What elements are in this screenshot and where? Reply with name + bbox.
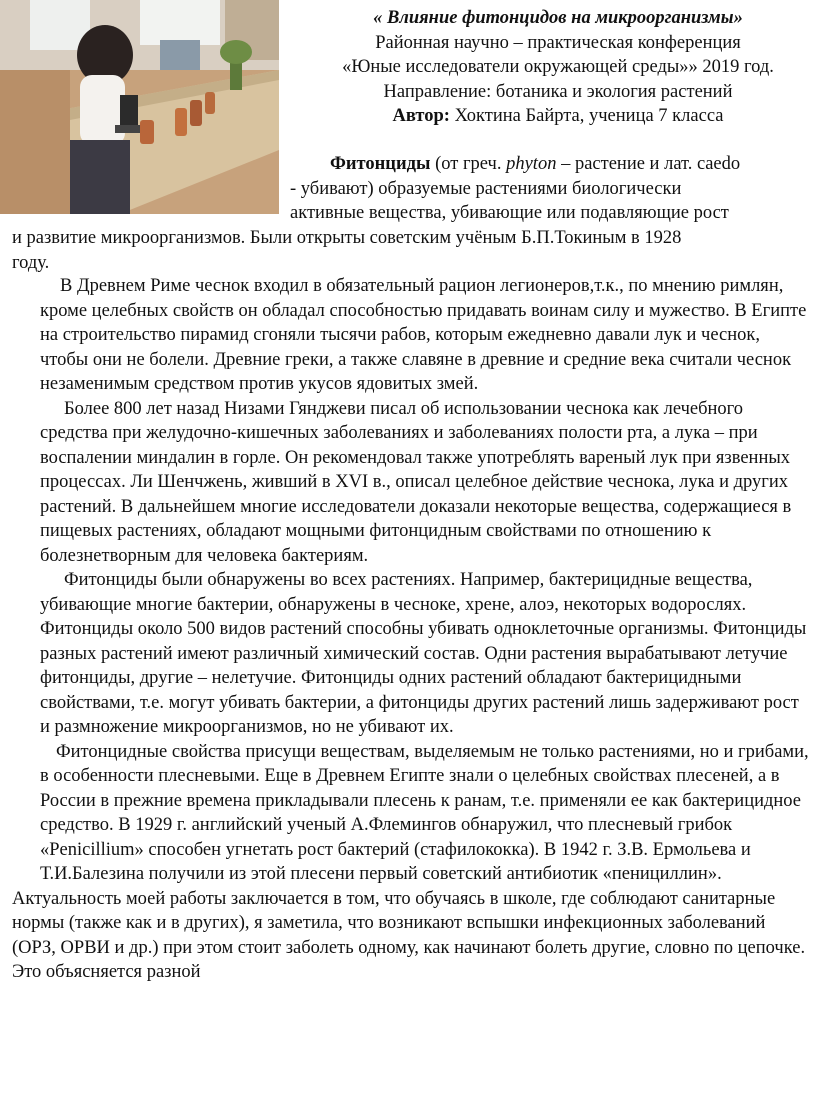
intro-line-5: году.	[12, 252, 50, 273]
intro-definition	[290, 152, 812, 226]
author-label: Автор:	[392, 106, 450, 126]
photo-illustration	[0, 0, 279, 214]
author-line	[300, 104, 816, 129]
paragraph-discovery: Фитонциды были обнаружены во всех растениях. Например, бактерицидные вещества, убивающие многие бактерии, обнаружены в чесноке, хрене, алоэ, некоторых водорослях. Фитонциды около 500 видов растений способны убивать одноклеточные организмы. Фитонциды разных растений имеют различный химический состав. Одни растения вырабатывают летучие фитонциды, другие – нелетучие. Фитонциды одних растений обладают бактерицидными свойствами, т.е. могут убивать бактерии, а фитонциды других растений лишь задерживают рост и размножение микроорганизмов, но не убивают их.	[40, 570, 807, 737]
event-name: «Юные исследователи окружающей среды»» 2019 год.	[342, 57, 774, 77]
paragraph-fungi: Фитонцидные свойства присущи веществам, выделяемым не только растениями, но и грибами, в особенности плесневыми. Еще в Древнем Египте знали о целебных свойствах плесеней, а в России в прежние времена прикладывали плесень к ранам, т.е. применяли ее как бактерицидное средство. В 1929 г. английский ученый А.Флемингов обнаружил, что плесневый грибок «Penicillium» способен угнетать рост бактерий (стафилококка). В 1942 г. З.В. Ермольева и Т.И.Балезина получили из этой плесени первый советский антибиотик «пенициллин».	[40, 741, 809, 884]
research-direction: Направление: ботаника и экология растений	[383, 81, 733, 102]
intro-line-1	[290, 152, 812, 177]
intro-term: Фитонциды	[330, 154, 431, 174]
intro-line-4: и развитие микроорганизмов. Были открыты советским учёным Б.П.Токиным в 1928	[12, 228, 682, 248]
paragraph-nizami: Более 800 лет назад Низами Гянджеви писал об использовании чеснока как лечебного средства при желудочно-кишечных заболеваниях и заболеваниях полости рта, а лука – при воспалении миндалин в горле. Он рекомендовал также употреблять вареный лук при язвенных процессах. Ли Шенчжень, живший в XVI в., описал целебное действие чеснока, лука и других растений. В дальнейшем многие исследователи доказали некоторые вещества, содержащиеся в пищевых растениях, обладают мощными фитонцидным свойствами по отношению к болезнетворным для человека бактериям.	[40, 398, 792, 566]
author-name: Хоктина Байрта, ученица 7 класса	[449, 106, 724, 126]
intro-phyton: phyton	[506, 154, 557, 174]
document-header	[300, 6, 816, 129]
document-title: « Влияние фитонцидов на микроорганизмы»	[373, 8, 743, 28]
paragraph-relevance: Актуальность моей работы заключается в том, что обучаясь в школе, где соблюдают санитарные нормы (также как и в других), я заметила, что возникают вспышки инфекционных заболеваний (ОРЗ, ОРВИ и др.) при этом стоит заболеть одному, как начинают болеть другие, словно по цепочке. Это объясняется разной	[12, 888, 806, 982]
intro-continuation	[12, 226, 812, 275]
intro-line-1-text: (от греч.	[430, 154, 507, 174]
photo-student-microscope	[0, 0, 279, 214]
body-text	[12, 274, 810, 985]
conference-name: Районная научно – практическая конференция	[375, 32, 741, 53]
intro-line-3: активные вещества, убивающие или подавляющие рост	[290, 203, 729, 223]
intro-line-2: - убивают) образуемые растениями биологически	[290, 178, 682, 199]
intro-line-1-end: – растение и лат. caedo	[556, 154, 741, 174]
paragraph-rome: В Древнем Риме чеснок входил в обязательный рацион легионеров,т.к., по мнению римлян, кроме целебных свойств он обладал способностью придавать воинам силу и мужество. В Египте на строительство пирамид сгоняли тысячи рабов, которым ежедневно давали лук и чеснок, чтобы они не болели. Древние греки, а также славяне в древние и средние века считали чеснок незаменимым средством против укусов ядовитых змей.	[40, 276, 807, 394]
